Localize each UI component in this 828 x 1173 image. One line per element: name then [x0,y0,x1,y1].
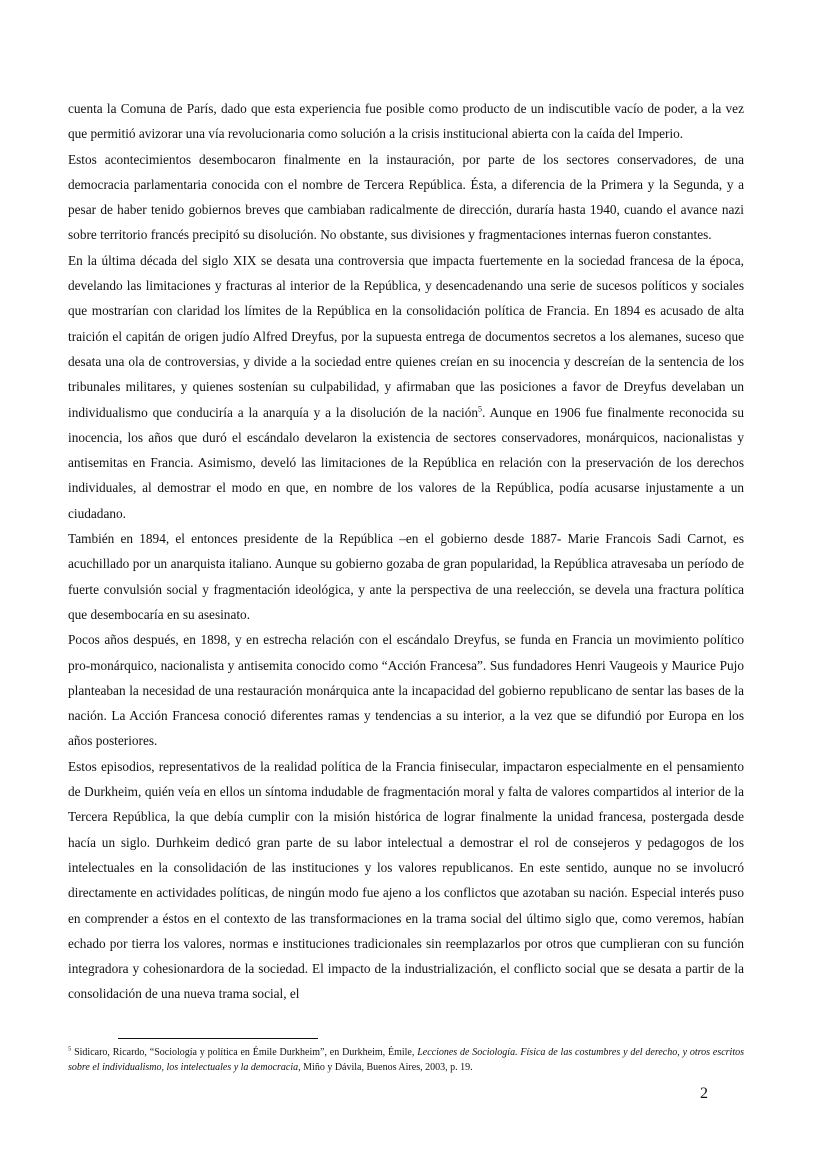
paragraph-tercera-republica: Estos acontecimientos desembocaron finalmente en la instauración, por parte de los sectores conservadores, de una democracia parlamentaria conocida con el nombre de Tercera República. Ésta, a diferencia de la Primera y la Segunda, y a pesar de haber tenido gobiernos breves que cambiaban radicalmente de dirección, duraría hasta 1940, cuando el avance nazi sobre territorio francés precipitó su disolución. No obstante, sus divisiones y fragmentaciones internas fueron constantes. [68,151,744,243]
body-text [68,96,744,1007]
footnote-separator [118,1038,318,1039]
footnote-number: 5 [68,1045,72,1053]
paragraph-dreyfus [68,248,744,526]
page-number: 2 [700,1085,708,1102]
paragraph-comuna: cuenta la Comuna de París, dado que esta experiencia fue posible como producto de un indiscutible vacío de poder, a la vez que permitió avizorar una vía revolucionaria como solución a la crisis institucional abierta con la caída del Imperio. [68,101,744,142]
footnote-reference: 5 [478,404,483,414]
paragraph-dreyfus-text-after: . Aunque en 1906 fue finalmente reconocida su inocencia, los años que duró el escándalo develaron la existencia de sectores conservadores, monárquicos, nacionalistas y antisemitas en Francia. Asimismo, develó las limitaciones de la República en relación con la preservación de los derechos individuales, al demostrar el modo en que, en nombre de los valores de la República, podía acusarse injustamente a un ciudadano. [68,404,744,521]
paragraph-accion-francesa: Pocos años después, en 1898, y en estrecha relación con el escándalo Dreyfus, se funda en Francia un movimiento político pro-monárquico, nacionalista y antisemita conocido como “Acción Francesa”. Sus fundadores Henri Vaugeois y Maurice Pujo planteaban la necesidad de una restauración monárquica ante la incapacidad del gobierno republicano de sentar las bases de la nación. La Acción Francesa conoció diferentes ramas y tendencias a su interior, a la vez que se difundió por Europa en los años posteriores. [68,632,744,749]
paragraph-durkheim: Estos episodios, representativos de la realidad política de la Francia finisecular, impactaron especialmente en el pensamiento de Durkheim, quién veía en ellos un síntoma indudable de fragmentación moral y falta de valores compartidos al interior de la Tercera República, la que debía cumplir con la misión histórica de lograr finalmente la unidad francesa, postergada desde hacía un siglo. Durhkeim dedicó gran parte de su labor intelectual a demostrar el rol de consejeros y pedagogos de los intelectuales en la consolidación de las instituciones y los valores republicanos. En este sentido, aunque no se involucró directamente en actividades políticas, de ningún modo fue ajeno a los conflictos que azotaban su nación. Especial interés puso en comprender a éstos en el contexto de las transformaciones en la trama social del último siglo que, como veremos, habían echado por tierra los valores, normas e instituciones tradicionales sin reemplazarlos por otros que cumplieran con su función integradora y cohesionardora de la sociedad. El impacto de la industrialización, el conflicto social que se desata a partir de la consolidación de una nueva trama social, el [68,758,744,1002]
footnote-text-before: Sidicaro, Ricardo, “Sociología y política en Émile Durkheim”, en Durkheim, Émile, [71,1047,418,1058]
footnote-book-title: Lecciones de Sociología. Física de las costumbres y del derecho, y otros escritos sobre el individualismo, los intelectuales y la democracia [68,1047,744,1073]
footnote-text-after: , Miño y Dávila, Buenos Aires, 2003, p. 19. [298,1061,473,1073]
paragraph-dreyfus-text-before: En la última década del siglo XIX se desata una controversia que impacta fuertemente en la sociedad francesa de la época, develando las limitaciones y fracturas al interior de la República, y desencadenando una serie de sucesos políticos y sociales que mostrarían con claridad los límites de la República en la consolidación política de Francia. En 1894 es acusado de alta traición el capitán de origen judío Alfred Dreyfus, por la supuesta entrega de documentos secretos a los alemanes, suceso que desata una ola de controversias, y divide a la sociedad entre quienes creían en su inocencia y descreían de la sentencia de los tribunales militares, y quienes sostenían su culpabilidad, y afirmaban que las posiciones a favor de Dreyfus develaban un individualismo que conduciría a la anarquía y a la disolución de la nación [68,252,744,420]
paragraph-sadi-carnot: También en 1894, el entonces presidente de la República –en el gobierno desde 1887- Marie Francois Sadi Carnot, es acuchillado por un anarquista italiano. Aunque su gobierno gozaba de gran popularidad, la República atravesaba un período de fuerte convulsión social y fragmentación ideológica, y ante la perspectiva de una reelección, se devela una fractura política que desembocaría en su asesinato. [68,531,744,622]
footnote [68,1046,744,1075]
